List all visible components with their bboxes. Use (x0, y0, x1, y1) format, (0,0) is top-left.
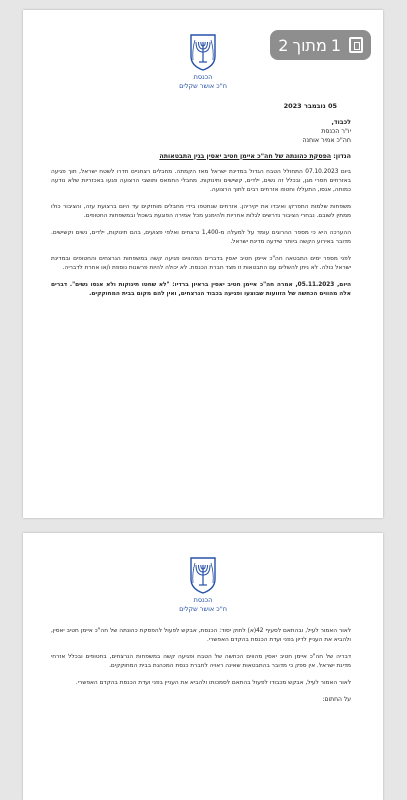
knesset-emblem-icon (188, 32, 218, 72)
paragraph-5: היום, 05.11.2023, אמרה חה"כ איימן חטיב יאסין בראיון ברדיו: "לא שחטו תינוקות ולא אנסו נשים". דברים אלה מהווים הכחשה של הזוועות שבוצעו ופגיעה בכבוד הנרצחים, ואין להם מקום בבית המחוקקים. (51, 282, 352, 297)
paragraph-2: משפחות שלמות התפרקו ואיבדו את יקיריהן. אזרחים שנחטפו בידי מחבלים מוחזקים עד היום ברצועת עזה, והציבור כולו ממתין לשובם. נבחרי הציבור נדרשים לגלות אחריות ולהימנע מכל אמירה הפוגעת בשכול ובמשפחות החטופים. (51, 204, 351, 219)
letterhead-page-2 (23, 555, 383, 613)
org-name: הכנסת (193, 596, 213, 604)
letter-date: 05 נובמבר 2023 (283, 102, 337, 110)
page-total: 2 (278, 35, 289, 55)
paragraph-1: ביום 07.10.2023 התחולל הטבח הגדול במדינת ישראל מאז הקמתה. מחבלים רצחניים חדרו לשטח ישראל, תוך פגיעה באזרחים חסרי מגן, ובכלל זה נשים, ילדים, קשישים ותינוקות. מחבלי החמאס ותושבי הרצועה פגעו באכזריות שלא נודעה כמותה, אנסו, התעללו וחטפו אזרחים רבים לתוך הרצועה. (51, 169, 351, 193)
page-indicator-text (278, 36, 341, 55)
copy-pages-icon[interactable] (349, 37, 363, 53)
page-indicator-badge (270, 30, 371, 60)
letter-body-page-2 (23, 627, 383, 703)
subject-prefix: הנדון: (333, 153, 351, 160)
to-label: לכבוד, (331, 119, 351, 126)
knesset-emblem-icon (188, 555, 218, 595)
addressee-title: יו"ר הכנסת (321, 128, 351, 135)
org-name: הכנסת (193, 73, 213, 81)
paragraph-3: ההערכה היא כי מספר ההרוגים עומד על למעלה מ-1,400 נרצחים ואלפי פצועים, בהם תינוקות, ילדים, נשים וקשישים. מדובר באירוע הקשה ביותר שידעה מדינת ישראל. (51, 230, 351, 245)
paragraph-4: לפני מספר ימים התבטאה חה"כ איימן חטיב יאסין בדברים המהווים פגיעה קשה במשפחות הנרצחים והחטופים ובמדינת ישראל כולה. לא ניתן להשלים עם התבטאות זו מצד חברת הכנסת. לא יכולה להיות פרשנות נוספת ו/או אחרת לדבריה. (51, 256, 351, 271)
address-block (51, 118, 351, 145)
addressee-name: חה"כ אמיר אוחנה (302, 137, 351, 144)
page2-paragraph-3: לאור האמור לעיל, אבקש מכבודו לפעול בהתאם לסמכותו ולהביא את העניין בפני ועדת הכנסת בהקדם האפשרי. (75, 680, 351, 686)
page2-paragraph-2: דבריה של חה"כ איימן חטיב יאסין מהווים הכחשה של הטבח ופגיעה קשה במשפחות הנרצחים, בחטופים ובכלל אזרחי מדינת ישראל. אין ספק כי מדובר בהתבטאות שאינה ראויה לחברת כנסת המכהנת בבית המחוקקים. (51, 654, 351, 669)
page-of-word: מתוך (292, 35, 327, 55)
sender-name: ח"כ אושר שקלים (179, 605, 227, 613)
sender-name: ח"כ אושר שקלים (179, 82, 227, 90)
closing-line: על החתום: (322, 696, 351, 703)
page2-paragraph-1: לאור האמור לעיל, ובהתאם לסעיף 42(א) לחוק יסוד: הכנסת, אבקש לפעול להפסקת כהונתה של חה"כ איימן חטיב יאסין, ולהביא את העניין לדיון בפני ועדת הכנסת בהקדם האפשרי. (51, 628, 351, 643)
letter-body (23, 102, 383, 299)
subject-line (51, 153, 351, 160)
subject-text: הפסקת כהונתה של חה"כ איימן חטיב יאסין בגין התבטאותה (159, 153, 332, 160)
page-current: 1 (330, 35, 341, 55)
document-page-2 (23, 533, 383, 800)
document-page-1 (23, 10, 383, 518)
